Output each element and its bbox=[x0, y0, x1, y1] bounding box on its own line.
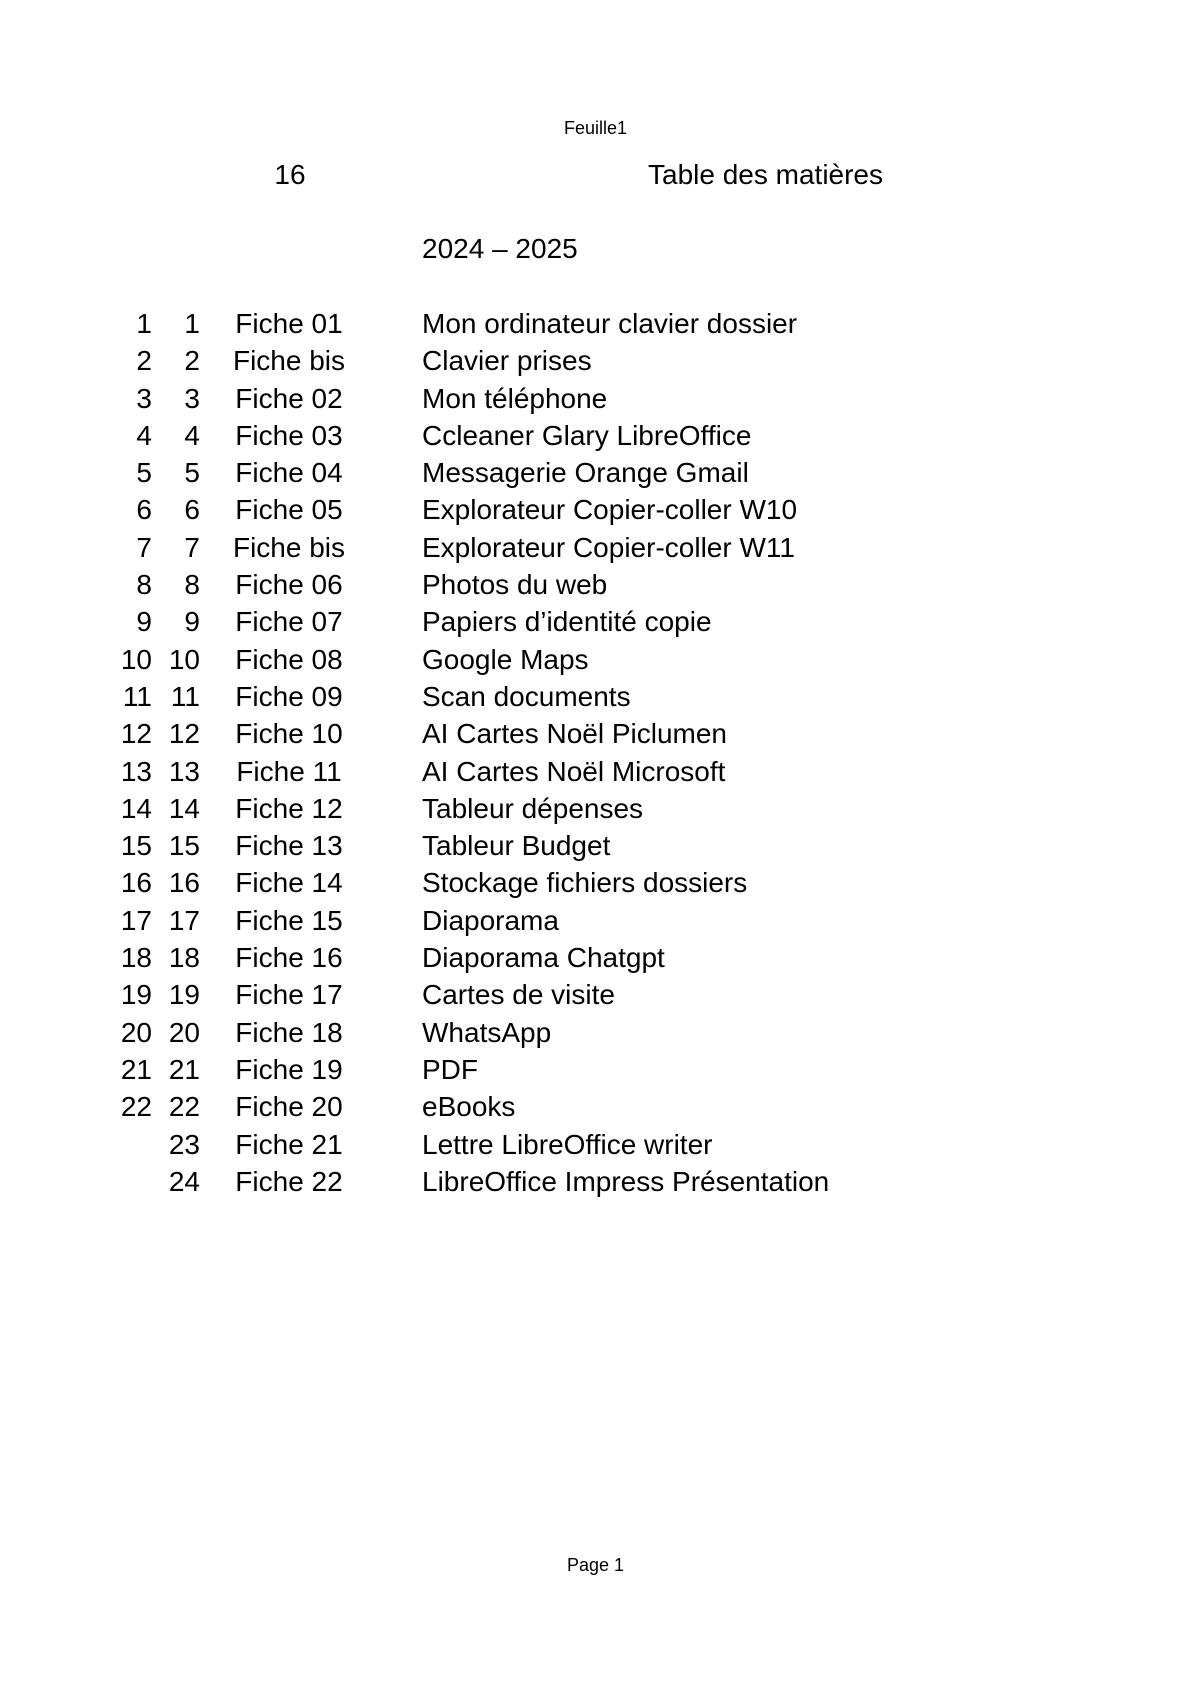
fiche-label: Fiche 08 bbox=[235, 643, 343, 675]
row-index: 13 bbox=[120, 755, 152, 787]
row-index: 8 bbox=[136, 569, 152, 601]
toc-row bbox=[0, 978, 1191, 1015]
fiche-title: Photos du web bbox=[422, 569, 608, 601]
fiche-title: WhatsApp bbox=[422, 1016, 552, 1048]
row-number: 16 bbox=[168, 867, 200, 899]
toc-row bbox=[0, 941, 1191, 978]
toc-row bbox=[0, 755, 1191, 792]
fiche-title: Google Maps bbox=[422, 643, 589, 675]
fiche-label: Fiche bis bbox=[232, 345, 346, 377]
fiche-title: Clavier prises bbox=[422, 345, 592, 377]
fiche-title: eBooks bbox=[422, 1091, 516, 1123]
toc-row bbox=[0, 792, 1191, 829]
row-index: 14 bbox=[120, 792, 152, 824]
row-number: 5 bbox=[184, 457, 200, 489]
fiche-title: Mon téléphone bbox=[422, 382, 608, 414]
toc-row bbox=[0, 568, 1191, 605]
fiche-title: Scan documents bbox=[422, 680, 631, 712]
row-index: 15 bbox=[120, 830, 152, 862]
fiche-label: Fiche 12 bbox=[235, 792, 343, 824]
row-number: 7 bbox=[184, 531, 200, 563]
fiche-label: Fiche 11 bbox=[236, 755, 342, 787]
row-number: 19 bbox=[168, 979, 200, 1011]
toc-row bbox=[0, 605, 1191, 642]
row-number: 14 bbox=[168, 792, 200, 824]
fiche-label: Fiche 04 bbox=[235, 457, 343, 489]
school-years: 2024 – 2025 bbox=[422, 233, 578, 264]
table-of-contents bbox=[0, 307, 1191, 1202]
row-number: 12 bbox=[168, 718, 200, 750]
fiche-label: Fiche 10 bbox=[235, 718, 343, 750]
sheet-name-header: Feuille1 bbox=[563, 118, 628, 138]
row-index: 18 bbox=[120, 942, 152, 974]
toc-row bbox=[0, 1053, 1191, 1090]
fiche-title: Explorateur Copier-coller W11 bbox=[422, 531, 795, 563]
fiche-title: PDF bbox=[422, 1053, 478, 1085]
fiche-label: Fiche 22 bbox=[235, 1165, 343, 1197]
toc-row bbox=[0, 866, 1191, 903]
toc-row bbox=[0, 419, 1191, 456]
row-number: 11 bbox=[170, 680, 200, 712]
row-number: 17 bbox=[168, 904, 200, 936]
row-index: 20 bbox=[120, 1016, 152, 1048]
row-index: 12 bbox=[120, 718, 152, 750]
toc-row bbox=[0, 717, 1191, 754]
fiche-label: Fiche bis bbox=[232, 531, 346, 563]
fiche-title: Mon ordinateur clavier dossier bbox=[422, 308, 798, 339]
fiche-title: Lettre LibreOffice writer bbox=[422, 1128, 713, 1160]
row-index: 16 bbox=[120, 867, 152, 899]
fiche-title: Diaporama bbox=[422, 904, 559, 936]
fiche-label: Fiche 01 bbox=[235, 308, 343, 339]
toc-row bbox=[0, 456, 1191, 493]
toc-row bbox=[0, 493, 1191, 530]
toc-row bbox=[0, 904, 1191, 941]
page-number-footer: Page 1 bbox=[566, 1555, 625, 1575]
row-number: 3 bbox=[184, 382, 200, 414]
fiche-label: Fiche 20 bbox=[235, 1091, 343, 1123]
row-number: 21 bbox=[168, 1053, 200, 1085]
row-number: 15 bbox=[168, 830, 200, 862]
fiche-label: Fiche 15 bbox=[235, 904, 343, 936]
row-number: 8 bbox=[184, 569, 200, 601]
row-number: 4 bbox=[184, 419, 200, 451]
row-index: 4 bbox=[136, 419, 152, 451]
fiche-title: AI Cartes Noël Microsoft bbox=[422, 755, 726, 787]
row-index: 19 bbox=[120, 979, 152, 1011]
fiche-label: Fiche 09 bbox=[235, 680, 343, 712]
row-number: 1 bbox=[184, 308, 200, 339]
fiche-label: Fiche 18 bbox=[235, 1016, 343, 1048]
fiche-title: Tableur Budget bbox=[422, 830, 611, 862]
row-index: 17 bbox=[120, 904, 152, 936]
fiche-label: Fiche 19 bbox=[235, 1053, 343, 1085]
fiche-title: Cartes de visite bbox=[422, 979, 615, 1011]
toc-row bbox=[0, 1128, 1191, 1165]
fiche-title: Explorateur Copier-coller W10 bbox=[422, 494, 798, 526]
fiche-label: Fiche 02 bbox=[235, 382, 343, 414]
toc-row bbox=[0, 829, 1191, 866]
row-number: 23 bbox=[168, 1128, 200, 1160]
fiche-label: Fiche 14 bbox=[235, 867, 343, 899]
fiche-title: LibreOffice Impress Présentation bbox=[422, 1165, 830, 1197]
row-number: 13 bbox=[168, 755, 200, 787]
row-index: 1 bbox=[136, 308, 152, 339]
row-number: 18 bbox=[168, 942, 200, 974]
toc-row bbox=[0, 680, 1191, 717]
row-number: 6 bbox=[184, 494, 200, 526]
row-index: 7 bbox=[136, 531, 152, 563]
row-index: 11 bbox=[122, 680, 152, 712]
row-index: 5 bbox=[136, 457, 152, 489]
row-index: 22 bbox=[120, 1091, 152, 1123]
fiche-title: Messagerie Orange Gmail bbox=[422, 457, 749, 489]
page-title: Table des matières bbox=[648, 159, 884, 190]
toc-row bbox=[0, 1090, 1191, 1127]
top-number: 16 bbox=[274, 159, 306, 190]
toc-row bbox=[0, 1016, 1191, 1053]
row-number: 20 bbox=[168, 1016, 200, 1048]
toc-row bbox=[0, 307, 1191, 344]
row-index: 6 bbox=[136, 494, 152, 526]
fiche-label: Fiche 16 bbox=[235, 942, 343, 974]
row-index: 3 bbox=[136, 382, 152, 414]
row-index: 9 bbox=[136, 606, 152, 638]
fiche-title: Stockage fichiers dossiers bbox=[422, 867, 748, 899]
row-number: 2 bbox=[184, 345, 200, 377]
toc-row bbox=[0, 344, 1191, 381]
fiche-label: Fiche 03 bbox=[235, 419, 343, 451]
row-number: 24 bbox=[168, 1165, 200, 1197]
fiche-title: Diaporama Chatgpt bbox=[422, 942, 665, 974]
row-index: 21 bbox=[120, 1053, 152, 1085]
fiche-label: Fiche 06 bbox=[235, 569, 343, 601]
row-number: 22 bbox=[168, 1091, 200, 1123]
toc-row bbox=[0, 382, 1191, 419]
fiche-label: Fiche 07 bbox=[235, 606, 343, 638]
fiche-label: Fiche 13 bbox=[235, 830, 343, 862]
fiche-label: Fiche 17 bbox=[235, 979, 343, 1011]
fiche-label: Fiche 05 bbox=[235, 494, 343, 526]
row-number: 9 bbox=[184, 606, 200, 638]
fiche-label: Fiche 21 bbox=[235, 1128, 343, 1160]
row-number: 10 bbox=[168, 643, 200, 675]
fiche-title: Ccleaner Glary LibreOffice bbox=[422, 419, 752, 451]
toc-row bbox=[0, 1165, 1191, 1202]
fiche-title: Papiers d’identité copie bbox=[422, 606, 712, 638]
fiche-title: Tableur dépenses bbox=[422, 792, 644, 824]
row-index: 10 bbox=[120, 643, 152, 675]
fiche-title: AI Cartes Noël Piclumen bbox=[422, 718, 728, 750]
toc-row bbox=[0, 531, 1191, 568]
row-index: 2 bbox=[136, 345, 152, 377]
toc-row bbox=[0, 643, 1191, 680]
